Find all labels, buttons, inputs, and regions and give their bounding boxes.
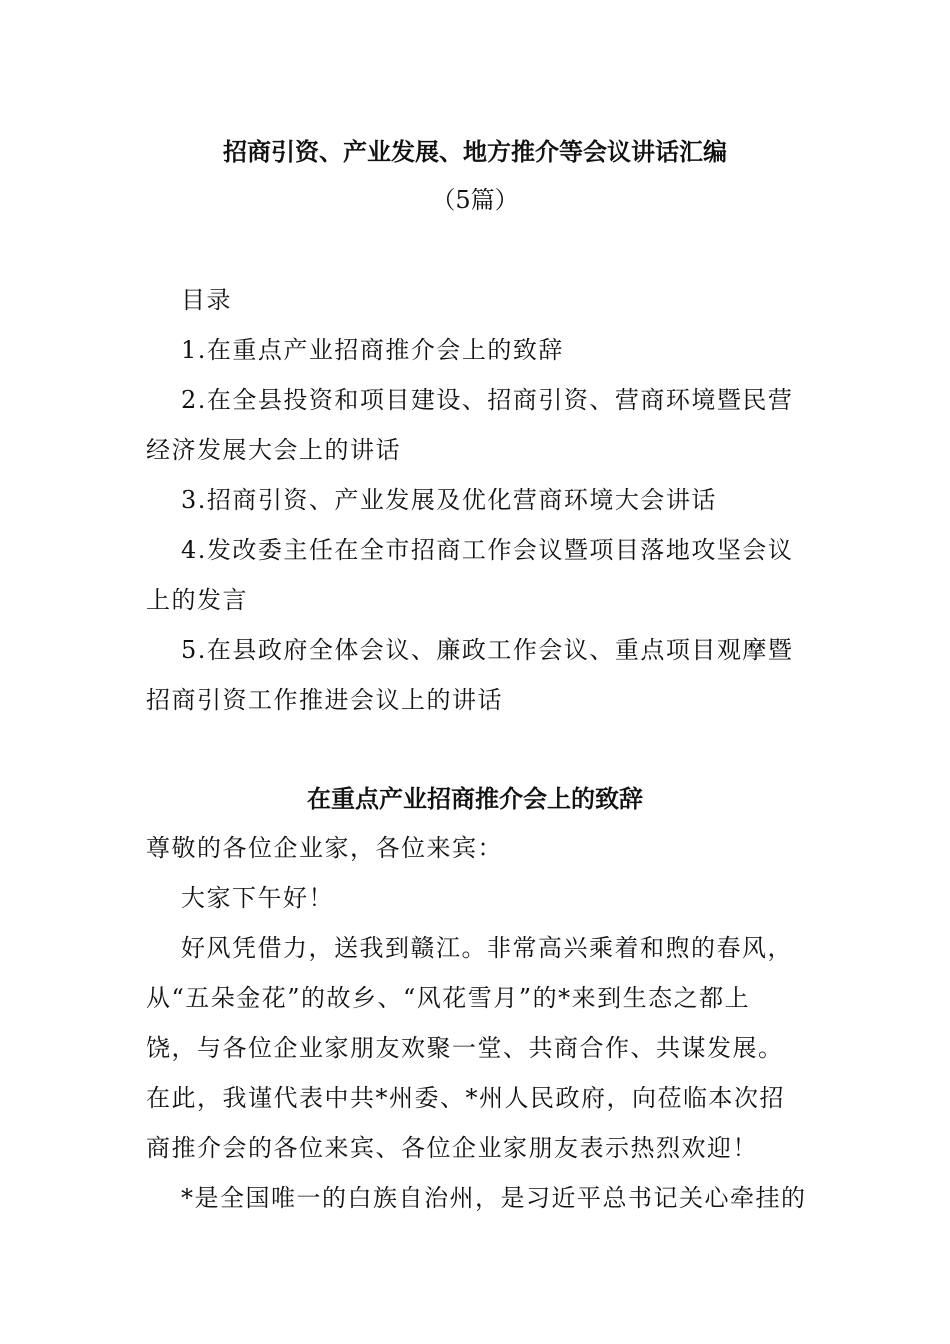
toc-item-2-cont: 经济发展大会上的讲话 [146, 436, 401, 464]
toc-item-1: 1.在重点产业招商推介会上的致辞 [181, 336, 564, 364]
paragraph-line: 在此，我谨代表中共*州委、*州人民政府，向莅临本次招 [146, 1084, 785, 1112]
paragraph-line: 好风凭借力，送我到赣江。非常高兴乘着和煦的春风， [181, 934, 793, 962]
paragraph-line: *是全国唯一的白族自治州，是习近平总书记关心牵挂的 [181, 1184, 807, 1212]
document-subtitle: （5篇） [431, 186, 519, 214]
paragraph-line: 商推介会的各位来宾、各位企业家朋友表示热烈欢迎！ [146, 1134, 758, 1162]
toc-item-4-cont: 上的发言 [146, 586, 248, 614]
paragraph-line: 从“五朵金花”的故乡、“风花雪月”的*来到生态之都上 [146, 984, 751, 1012]
document-title: 招商引资、产业发展、地方推介等会议讲话汇编 [223, 137, 727, 166]
toc-item-5: 5.在县政府全体会议、廉政工作会议、重点项目观摩暨 [181, 636, 794, 664]
toc-item-2: 2.在全县投资和项目建设、招商引资、营商环境暨民营 [181, 386, 794, 414]
toc-heading: 目录 [181, 286, 232, 314]
greeting: 大家下午好！ [181, 884, 334, 912]
toc-item-5-cont: 招商引资工作推进会议上的讲话 [146, 686, 503, 714]
paragraph-line: 饶，与各位企业家朋友欢聚一堂、共商合作、共谋发展。 [146, 1034, 784, 1062]
toc-item-3: 3.招商引资、产业发展及优化营商环境大会讲话 [181, 486, 717, 514]
salutation: 尊敬的各位企业家，各位来宾： [146, 834, 503, 862]
section-title: 在重点产业招商推介会上的致辞 [307, 784, 643, 813]
toc-item-4: 4.发改委主任在全市招商工作会议暨项目落地攻坚会议 [181, 536, 794, 564]
